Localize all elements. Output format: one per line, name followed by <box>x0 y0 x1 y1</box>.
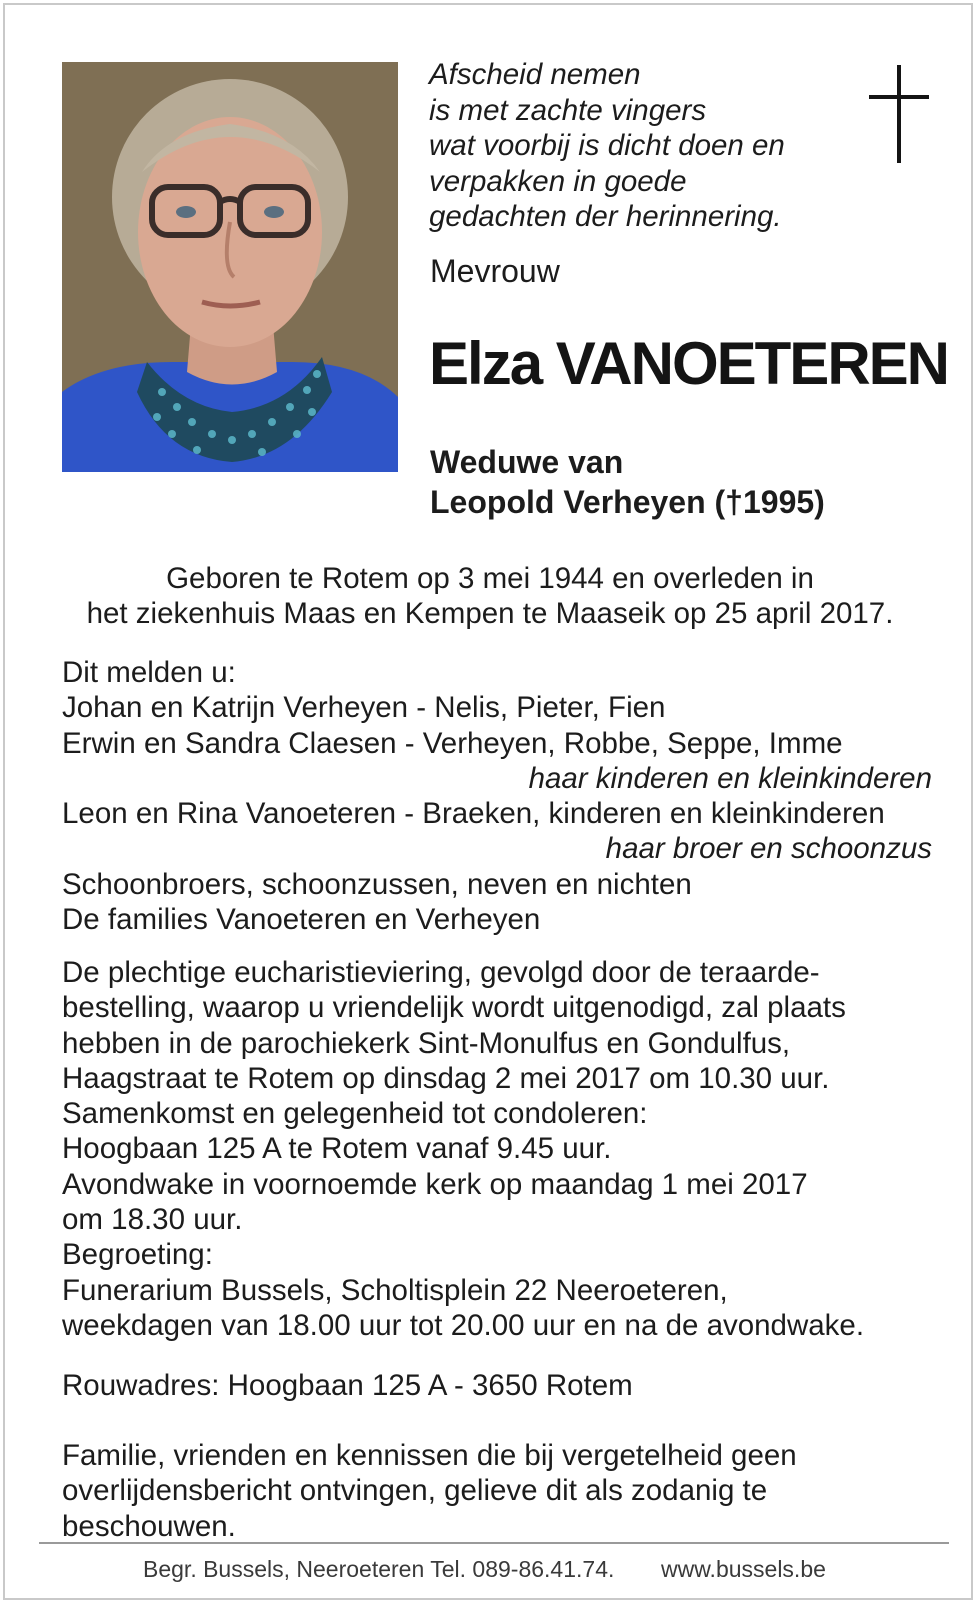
poem-line: wat voorbij is dicht doen en <box>429 129 785 162</box>
ceremony-line: hebben in de parochiekerk Sint-Monulfus en Gondulfus, <box>62 1026 791 1060</box>
honorific: Mevrouw <box>430 253 560 289</box>
ceremony-line: Avondwake in voornoemde kerk op maandag 1 mei 2017 <box>62 1167 808 1201</box>
poem-line: Afscheid nemen <box>429 58 641 91</box>
closing-note <box>62 1438 932 1544</box>
cross-icon <box>869 65 929 163</box>
ceremony-line: om 18.30 uur. <box>62 1203 243 1237</box>
closing-note-line: beschouwen. <box>62 1509 236 1543</box>
ceremony-line: Hoogbaan 125 A te Rotem vanaf 9.45 uur. <box>62 1132 612 1166</box>
ceremony-line: Haagstraat te Rotem op dinsdag 2 mei 2017 om 10.30 uur. <box>62 1061 830 1095</box>
ceremony-line: bestelling, waarop u vriendelijk wordt uitgenodigd, zal plaats <box>62 991 846 1025</box>
closing-note-line: Familie, vrienden en kennissen die bij vergetelheid geen <box>62 1439 797 1472</box>
widow-of-line: Weduwe van <box>430 444 624 480</box>
ceremony-line: Samenkomst en gelegenheid tot condoleren: <box>62 1097 648 1131</box>
footer-divider <box>39 1542 949 1544</box>
widow-of <box>430 442 825 522</box>
birth-death-info <box>5 561 975 631</box>
portrait-illustration <box>62 62 398 472</box>
spouse-name: Leopold Verheyen (†1995) <box>430 484 825 520</box>
death-line: het ziekenhuis Maas en Kempen te Maaseik op 25 april 2017. <box>86 597 894 630</box>
obituary-card <box>3 3 973 1600</box>
family-entry: Erwin en Sandra Claesen - Verheyen, Robbe, Seppe, Imme <box>62 726 843 760</box>
poem-line: verpakken in goede <box>429 164 687 198</box>
farewell-poem <box>429 57 849 235</box>
deceased-name: Elza VANOETEREN <box>429 330 948 397</box>
mourning-address <box>62 1368 932 1403</box>
ceremony-line: De plechtige eucharistieviering, gevolgd door de teraarde- <box>62 956 820 989</box>
portrait-photo <box>62 62 398 472</box>
announcement-intro: Dit melden u: <box>62 656 236 689</box>
birth-line: Geboren te Rotem op 3 mei 1944 en overleden in <box>166 562 814 595</box>
ceremony-line: weekdagen van 18.00 uur tot 20.00 uur en na de avondwake. <box>62 1308 865 1342</box>
announcement-list <box>62 655 932 937</box>
poem-line: gedachten der herinnering. <box>429 200 782 233</box>
undertaker-contact: Begr. Bussels, Neeroeteren Tel. 089-86.41.74. <box>143 1556 615 1582</box>
ceremony-details <box>62 955 932 1343</box>
family-entry: Schoonbroers, schoonzussen, neven en nichten <box>62 867 692 901</box>
mourning-address-text: Rouwadres: Hoogbaan 125 A - 3650 Rotem <box>62 1369 633 1402</box>
poem-line: is met zachte vingers <box>429 93 707 127</box>
closing-note-line: overlijdensbericht ontvingen, gelieve dit als zodanig te <box>62 1474 768 1508</box>
ceremony-line: Begroeting: <box>62 1238 213 1272</box>
family-entry: De families Vanoeteren en Verheyen <box>62 903 541 937</box>
relation-label: haar broer en schoonzus <box>605 832 932 866</box>
family-entry: Leon en Rina Vanoeteren - Braeken, kinderen en kleinkinderen <box>62 797 885 831</box>
website-link[interactable]: www.bussels.be <box>661 1556 826 1582</box>
relation-label: haar kinderen en kleinkinderen <box>528 761 932 795</box>
ceremony-line: Funerarium Bussels, Scholtisplein 22 Neeroeteren, <box>62 1273 728 1307</box>
family-entry: Johan en Katrijn Verheyen - Nelis, Pieter, Fien <box>62 691 666 725</box>
